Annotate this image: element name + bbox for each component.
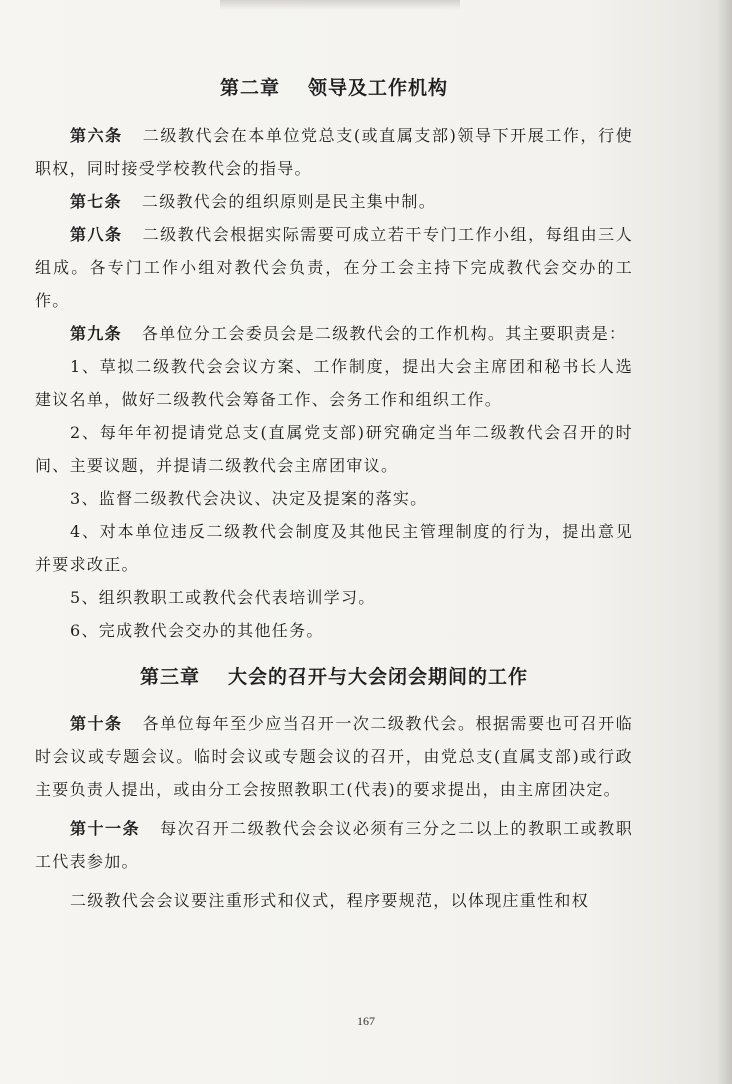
article-text: 各单位每年至少应当召开一次二级教代会。根据需要也可召开临时会议或专题会议。临时会议或专题会议的召开，由党总支(直属支部)或行政主要负责人提出，或由分工会按照教职工(代表)的要求提出，由主席团决定。 — [35, 714, 633, 799]
article-label: 第六条 — [70, 126, 123, 145]
article-6 — [35, 119, 633, 185]
page-number: 167 — [357, 1014, 375, 1028]
article-text: 每次召开二级教代会会议必须有三分之二以上的教职工或教职工代表参加。 — [35, 819, 633, 871]
scan-shadow — [220, 0, 460, 10]
duty-item-3: 3、监督二级教代会决议、决定及提案的落实。 — [70, 489, 428, 508]
article-11 — [35, 812, 633, 878]
article-text: 二级教代会在本单位党总支(或直属支部)领导下开展工作，行使职权，同时接受学校教代会的指导。 — [35, 126, 633, 178]
article-text: 二级教代会的组织原则是民主集中制。 — [141, 192, 437, 211]
article-label: 第十一条 — [70, 819, 141, 838]
chapter-3-heading — [35, 661, 633, 693]
article-8 — [35, 218, 633, 317]
article-10 — [35, 707, 633, 806]
closing-paragraph: 二级教代会会议要注重形式和仪式，程序要规范，以体现庄重性和权 — [70, 891, 590, 910]
chapter-3-title: 大会的召开与大会闭会期间的工作 — [228, 666, 529, 688]
article-label: 第九条 — [70, 324, 122, 343]
article-text: 二级教代会根据实际需要可成立若干专门工作小组，每组由三人组成。各专门工作小组对教代会负责，在分工会主持下完成教代会交办的工作。 — [35, 225, 633, 310]
article-label: 第八条 — [70, 225, 123, 244]
article-9 — [35, 317, 633, 350]
chapter-3-number: 第三章 — [139, 666, 200, 688]
chapter-2-title: 领导及工作机构 — [308, 77, 449, 99]
duty-item-2: 2、每年年初提请党总支(直属党支部)研究确定当年二级教代会召开的时间、主要议题，并提请二级教代会主席团审议。 — [35, 423, 633, 475]
page-edge-shadow — [718, 0, 732, 1084]
duty-item-1: 1、草拟二级教代会会议方案、工作制度，提出大会主席团和秘书长人选建议名单，做好二级教代会筹备工作、会务工作和组织工作。 — [35, 357, 633, 409]
chapter-2-heading — [35, 72, 633, 104]
document-body — [35, 72, 633, 917]
duty-item-5: 5、组织教职工或教代会代表培训学习。 — [70, 588, 376, 607]
chapter-2-number: 第二章 — [219, 77, 280, 99]
article-label: 第七条 — [70, 192, 122, 211]
article-text: 各单位分工会委员会是二级教代会的工作机构。其主要职责是： — [141, 324, 627, 343]
duty-item-6: 6、完成教代会交办的其他任务。 — [70, 621, 324, 640]
article-label: 第十条 — [70, 714, 123, 733]
duty-item-4: 4、对本单位违反二级教代会制度及其他民主管理制度的行为，提出意见并要求改正。 — [35, 522, 633, 574]
article-7 — [35, 185, 633, 218]
